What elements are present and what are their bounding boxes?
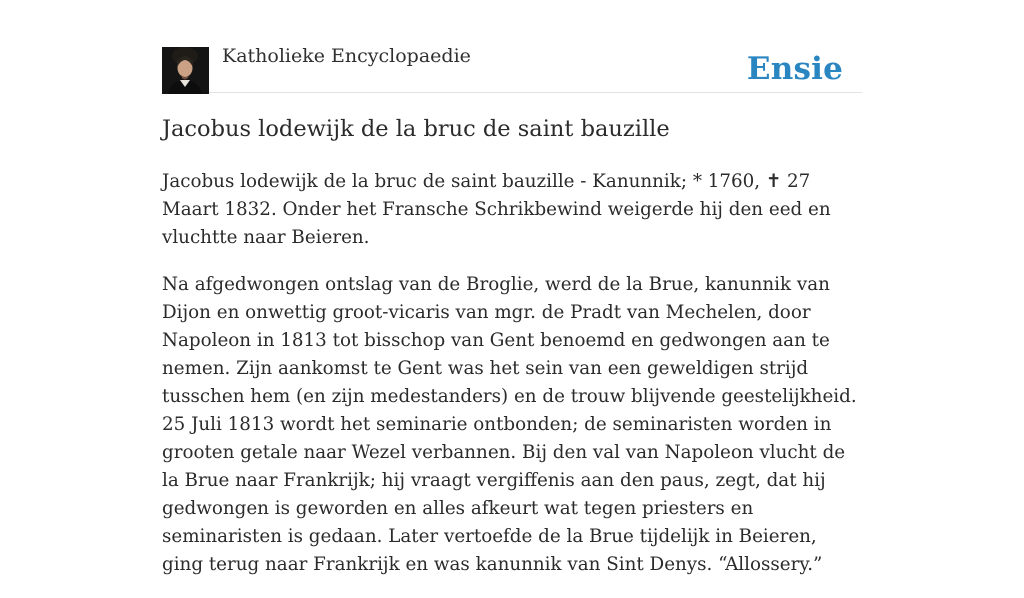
article-paragraph: Jacobus lodewijk de la bruc de saint bauzille - Kanunnik; * 1760, ✝ 27 Maart 1832. Onder het Fransche Schrikbewind weigerde hij den eed en vluchtte naar Beieren. [162, 171, 831, 248]
brand-logo[interactable]: Ensie [746, 51, 843, 87]
header [162, 0, 862, 93]
portrait-icon [162, 47, 209, 94]
source-avatar[interactable] [162, 47, 209, 94]
article-title: Jacobus lodewijk de la bruc de saint bauzille [162, 116, 670, 142]
article-paragraph: Na afgedwongen ontslag van de Broglie, werd de la Brue, kanunnik van Dijon en onwettig groot-vicaris van mgr. de Pradt van Mechelen, door Napoleon in 1813 tot bisschop van Gent benoemd en gedwongen aan te nemen. Zijn aankomst te Gent was het sein van een geweldigen strijd tusschen hem (en zijn medestanders) en de trouw blijvende geestelijkheid. 25 Juli 1813 wordt het seminarie ontbonden; de seminaristen worden in grooten getale naar Wezel verbannen. Bij den val van Napoleon vlucht de la Brue naar Frankrijk; hij vraagt vergiffenis aan den paus, zegt, dat hij gedwongen is geworden en alles afkeurt wat tegen priesters en seminaristen is gedaan. Later vertoefde de la Brue tijdelijk in Beieren, ging terug naar Frankrijk en was kanunnik van Sint Denys. “Allossery.” [162, 274, 857, 575]
article-body [162, 168, 862, 598]
source-title[interactable]: Katholieke Encyclopaedie [222, 45, 471, 67]
article-page [162, 0, 862, 575]
